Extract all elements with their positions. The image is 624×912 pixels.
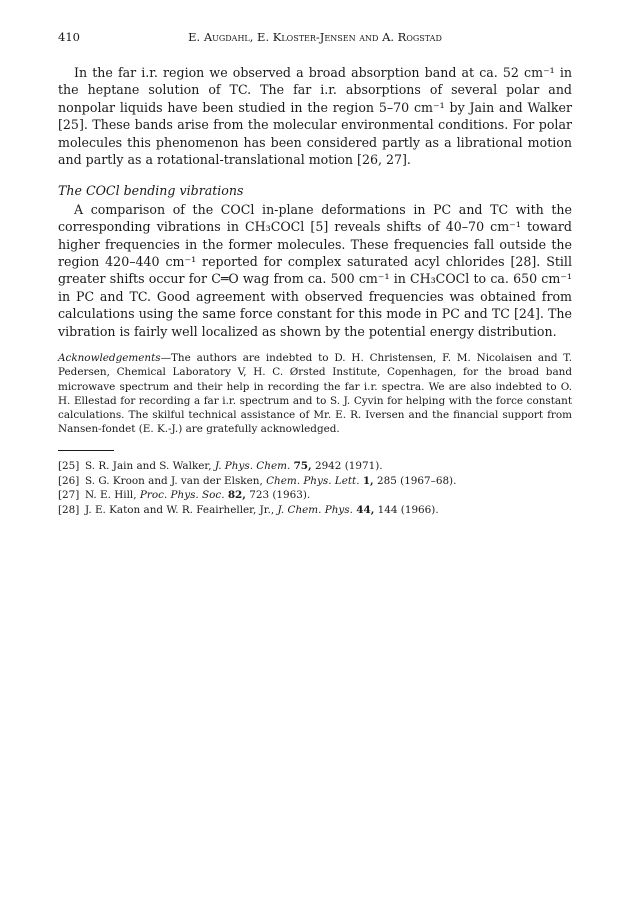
reference-pages-year: 723 (1963). <box>249 489 311 502</box>
running-head: E. Augdahl, E. Kloster-Jensen and A. Rogstad <box>188 30 442 44</box>
reference-journal: Chem. Phys. Lett. <box>266 474 360 487</box>
reference-item <box>58 503 572 517</box>
reference-number: [27] <box>58 489 80 502</box>
acknowledgements <box>58 351 572 436</box>
page-number: 410 <box>58 30 80 44</box>
reference-journal: J. Phys. Chem. <box>214 460 291 473</box>
acknowledgements-label: Acknowledgements <box>58 352 161 365</box>
footnote-divider <box>58 450 114 451</box>
reference-pages-year: 285 (1967–68). <box>377 474 457 487</box>
references-list <box>58 459 572 517</box>
reference-item <box>58 474 572 488</box>
acknowledgements-text: —The authors are indebted to D. H. Christensen, F. M. Nicolaisen and T. Pedersen, Chemical Laboratory V, H. C. Ørsted Institute, Copenhagen, for the broad band microwave spectrum and their help in recording the far i.r. spectra. We are also indebted to O. H. Ellestad for recording a far i.r. spectrum and to S. J. Cyvin for helping with the force constant calculations. The skilful technical assistance of Mr. E. R. Iversen and the financial support from Nansen-fondet (E. K.-J.) are gratefully acknowledged. <box>58 352 572 436</box>
reference-authors: S. G. Kroon and J. van der Elsken, <box>85 474 263 487</box>
reference-volume: 75, <box>293 460 312 473</box>
reference-authors: S. R. Jain and S. Walker, <box>85 460 212 473</box>
reference-volume: 82, <box>227 489 246 502</box>
reference-volume: 1, <box>362 474 374 487</box>
article-body <box>58 64 572 517</box>
reference-number: [28] <box>58 503 80 516</box>
reference-authors: J. E. Katon and W. R. Feairheller, Jr., <box>85 503 275 516</box>
reference-pages-year: 2942 (1971). <box>314 460 383 473</box>
reference-journal: J. Chem. Phys. <box>277 503 353 516</box>
reference-item <box>58 459 572 473</box>
page-header <box>58 30 572 46</box>
reference-pages-year: 144 (1966). <box>377 503 439 516</box>
reference-authors: N. E. Hill, <box>85 489 137 502</box>
reference-number: [25] <box>58 460 80 473</box>
reference-volume: 44, <box>356 503 375 516</box>
reference-item <box>58 488 572 502</box>
section-heading: The COCl bending vibrations <box>58 183 244 199</box>
paragraph-bending: A comparison of the COCl in-plane deformations in PC and TC with the corresponding vibrations in CH₃COCl [5] reveals shifts of 40–70 cm⁻¹ toward higher frequencies in the former molecules. These frequencies fall outside the region 420–440 cm⁻¹ reported for complex saturated acyl chlorides [28]. Still greater shifts occur for C═O wag from ca. 500 cm⁻¹ in CH₃COCl to ca. 650 cm⁻¹ in PC and TC. Good agreement with observed frequencies was obtained from calculations using the same force constant for this mode in PC and TC [24]. The vibration is fairly well localized as shown by the potential energy distribution. <box>58 201 572 339</box>
paragraph-far-ir: In the far i.r. region we observed a broad absorption band at ca. 52 cm⁻¹ in the heptane solution of TC. The far i.r. absorptions of several polar and nonpolar liquids have been studied in the region 5–70 cm⁻¹ by Jain and Walker [25]. These bands arise from the molecular environmental conditions. For polar molecules this phenomenon has been considered partly as a librational motion and partly as a rotational-translational motion [26, 27]. <box>58 65 572 168</box>
reference-journal: Proc. Phys. Soc. <box>139 489 225 502</box>
reference-number: [26] <box>58 474 80 487</box>
